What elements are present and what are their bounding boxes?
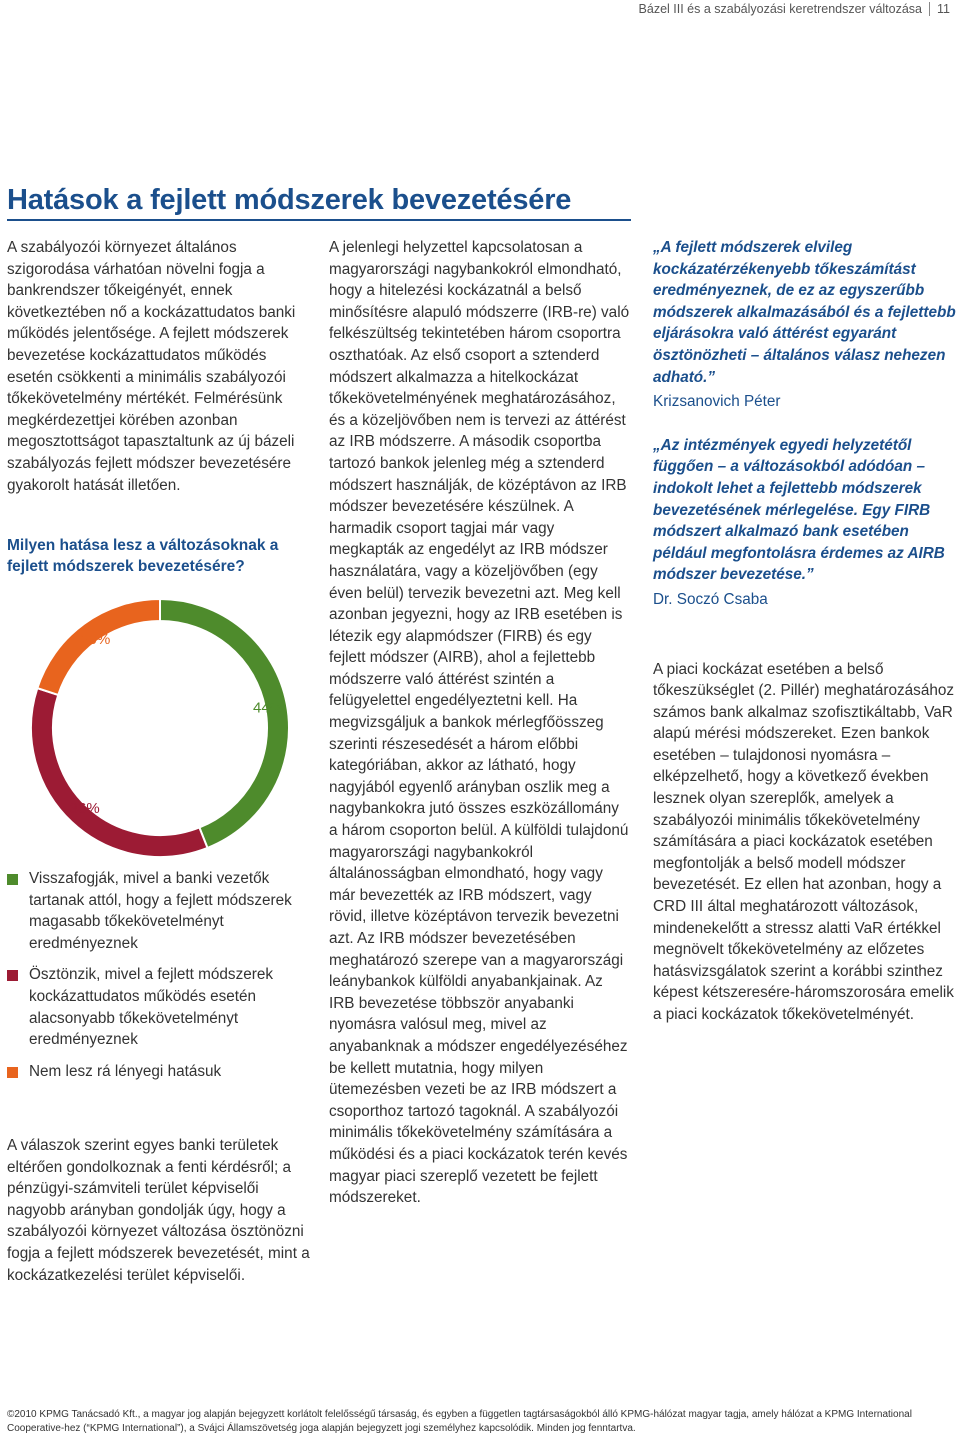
donut-value-label: 20% [80, 631, 111, 649]
legend-item-no-effect [7, 1061, 312, 1083]
legend-label: Visszafogják, mivel a banki vezetők tartanak attól, hogy a fejlett módszerek magasabb tőkekövetelményt eredményeznek [29, 870, 292, 952]
legend-item-encourage [7, 964, 312, 1050]
chart-question: Milyen hatása lesz a változásoknak a fejlett módszerek bevezetésére? [7, 537, 279, 575]
pull-quote-2: „Az intézmények egyedi helyzetétől függően – a változásokból adódóan – indokolt lehet a fejlettebb módszerek bevezetésének mérlegelése. Egy FIRB módszert alkalmazó bank esetében például megfontolásra érdemes az AIRB módszer bevezetése.” [653, 436, 945, 584]
donut-value-label: 44% [253, 699, 284, 717]
quote-author-1: Krizsanovich Péter [653, 393, 781, 411]
section-title: Hatások a fejlett módszerek bevezetésére [7, 182, 631, 221]
header-divider [929, 2, 930, 16]
column-right [653, 237, 958, 1026]
legend-swatch-orange [7, 1067, 18, 1078]
chart-legend [7, 868, 312, 1092]
body-paragraph: A jelenlegi helyzettel kapcsolatosan a magyarországi nagybankokról elmondható, hogy a hitelezési kockázatnál a belső minősítésre alapuló módszerre (IRB-re) való felkészültség tekintetében három csoportra oszthatóak. Az első csoport a sztenderd módszert alkalmazza a hitelkockázat tőkekövetelményének meghatározásához, és a közeljövőben nem is tervezi az áttérést az IRB módszerre. A második csoportba tartozó bankok jelenleg még a sztenderd módszert használják, de középtávon az IRB módszer bevezetésére készülnek. A harmadik csoport tagjai már vagy megkapták az engedélyt az IRB módszer használatára, vagy a közeljövőben (egy éven belül) tervezik bevezetni azt. Meg kell azonban jegyezni, hogy az IRB esetében is létezik egy alapmódszer (FIRB) és egy fejlett módszer (AIRB), ahol a fejlettebb módszerre való áttérést szintén a felügyelettel engedélyeztetni kell. Ha megvizsgáljuk a bankok mérlegfőösszeg szerinti részesedését a három előbbi kategóriában, akkor az látható, hogy nagyjából egyenlő arányban oszlik meg a nagybankokra jutó összes eszközállomány a három csoporton belül. A külföldi tulajdonú magyarországi nagybankokról általánosságban elmondható, hogy vagy már bevezették az IRB módszert, vagy rövid, illetve középtávon tervezik bevezetni azt. Az IRB módszer bevezetésében meghatározó szerepe van a magyarországi leánybankok külföldi anyabankjainak. Az IRB bevezetése többször anyabanki nyomásra valósul meg, mivel az anyabanknak a módszer engedélyezéséhez be kellett mutatnia, hogy milyen ütemezésben vezeti be az IRB módszert a csoporthoz tartozó tagoknál. A szabályozói minimális tőkekövetelmény számítására a működési és a piaci kockázatok terén kevés magyar piaci szereplő vezetett be fejlett módszereket. [329, 239, 630, 1207]
donut-slice-decrease [160, 599, 289, 848]
summary-paragraph: A válaszok szerint egyes banki területek eltérően gondolkoznak a fenti kérdésről; a pénzügyi-számviteli terület képviselői nagyobb arányban gondolják úgy, hogy a szabályozói környezet változása ösztönözni fogja a fejlett módszerek bevezetését, mint a kockázatkezelési terület képviselői. [7, 1137, 310, 1284]
legend-label: Ösztönzik, mivel a fejlett módszerek kockázattudatos működés esetén alacsonyabb tőkekövetelményt eredményeznek [29, 966, 273, 1049]
page-number: 11 [937, 2, 950, 16]
donut-value-label: 36% [69, 800, 100, 818]
quote-author-2: Dr. Soczó Csaba [653, 590, 768, 608]
column-middle [329, 237, 631, 1209]
donut-slice-encourage [31, 688, 207, 857]
legend-swatch-green [7, 874, 18, 885]
legend-item-decrease [7, 868, 312, 954]
legend-swatch-red [7, 970, 18, 981]
body-paragraph: A piaci kockázat esetében a belső tőkeszükséglet (2. Pillér) meghatározásához számos bank alkalmaz szofisztikáltabb, VaR alapú mérési módszereket. Ezen bankok esetében – tulajdonosi nyomásra – elképzelhető, hogy a következő években lesznek olyan szereplők, amelyek a szabályozói minimális tőkekövetelmény számítására a piaci kockázatok esetében megfontolják a belső modell módszer bevezetését. Ez ellen hat azonban, hogy a CRD III által meghatározott változások, mindenekelőtt a stressz alatti VaR értékkel megnövelt tőkekövetelmény az előzetes hatásvizsgálatok szerint a korábbi szinthez képest kétszeresére-háromszorosára emelik a piaci kockázatok tőkekövetelményét. [653, 660, 954, 1023]
donut-chart [20, 588, 300, 868]
legend-label: Nem lesz rá lényegi hatásuk [29, 1062, 222, 1080]
intro-paragraph: A szabályozói környezet általános szigorodása várhatóan növelni fogja a bankrendszer tőkeigényét, ennek következtében nő a kockázattudatos banki működés jelentősége. A fejlett módszerek bevezetése kockázattudatos működés esetén csökkenti a minimális szabályozói tőkekövetelmény mértékét. Felmérésünk megkérdezettjei körében azonban megosztottságot tapasztaltunk az új bázeli szabályozás fejlett módszer bevezetésére gyakorolt hatását illetően. [7, 239, 296, 494]
copyright-footer: ©2010 KPMG Tanácsadó Kft., a magyar jog alapján bejegyzett korlátolt felelősségű társaság, és egyben a független tagtársaságokból álló KPMG-hálózat magyar tagja, amely hálózat a KPMG International Cooperative-hez (“KPMG International”), a Svájci Államszövetség joga alapján bejegyzett jogi személyhez kapcsolódik. Minden jog fenntartva. [7, 1409, 912, 1434]
pull-quote-1: „A fejlett módszerek elvileg kockázatérzékenyebb tőkeszámítást eredményeznek, de ez az egyszerűbb módszerek alkalmazásából és a fejlettebb eljárásokra való áttérést egyaránt ösztönözheti – általános válasz nehezen adható.” [653, 239, 956, 386]
running-title: Bázel III és a szabályozási keretrendszer változása [638, 2, 923, 16]
column-left [7, 237, 312, 496]
running-header [639, 0, 950, 18]
